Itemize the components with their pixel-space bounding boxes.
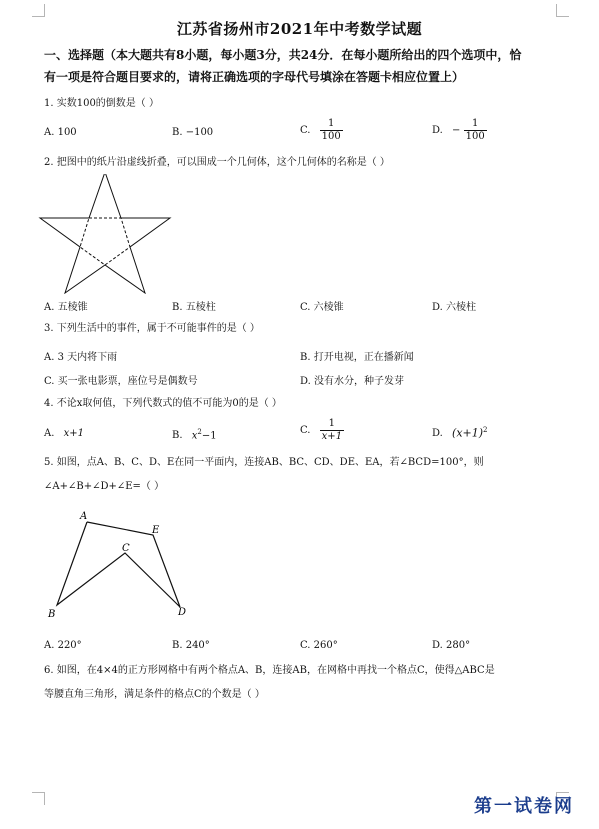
q3-option-a: A. 3 天内将下雨 bbox=[44, 352, 118, 363]
figure-polyline bbox=[57, 522, 180, 607]
q2-option-a: A. 五棱锥 bbox=[44, 302, 88, 313]
q4-option-d: D. $(x+1)^2$ bbox=[432, 426, 488, 440]
crop-mark-top-left bbox=[32, 4, 45, 17]
question-4-text: 4. 不论x取何值，下列代数式的值不可能为0的是（ ） bbox=[44, 398, 282, 409]
section-heading bbox=[44, 44, 564, 88]
q1-option-b: B. −100 bbox=[172, 127, 214, 138]
q5-option-c: C. 260° bbox=[300, 640, 338, 651]
point-b-label: B bbox=[48, 609, 56, 620]
q2-option-c: C. 六棱锥 bbox=[300, 302, 344, 313]
q1-option-a: A. 100 bbox=[44, 127, 77, 138]
q2-option-d: D. 六棱柱 bbox=[432, 302, 477, 313]
question-2-text: 2. 把图中的纸片沿虚线折叠，可以围成一个几何体，这个几何体的名称是（ ） bbox=[44, 157, 390, 168]
question-5-text-line1: 5. 如图，点A、B、C、D、E在同一平面内，连接AB、BC、CD、DE、EA，若∠BCD=100°，则 bbox=[44, 457, 484, 468]
section-heading-line1: 一、选择题（本大题共有8小题，每小题3分，共24分．在每小题所给出的四个选项中，恰 bbox=[44, 48, 522, 62]
q1-option-c: C. $\frac{1}{100}$ bbox=[300, 118, 341, 142]
q4-option-c-fraction: $\frac{1}{x+1}$ bbox=[321, 418, 343, 442]
pentagon-fold-lines bbox=[80, 218, 130, 265]
question-3-text: 3. 下列生活中的事件，属于不可能事件的是（ ） bbox=[44, 323, 260, 334]
star-net-figure bbox=[38, 174, 188, 294]
crop-mark-top-right bbox=[556, 4, 569, 17]
question-5-text-line2: ∠A+∠B+∠D+∠E=（ ） bbox=[44, 481, 165, 492]
q4-option-c: C. $\frac{1}{x+1}$ bbox=[300, 418, 343, 442]
q4-option-a: A. x+1 bbox=[44, 428, 84, 439]
question-6-text-line2: 等腰直角三角形，满足条件的格点C的个数是（ ） bbox=[44, 689, 265, 700]
q2-option-b: B. 五棱柱 bbox=[172, 302, 216, 313]
crop-mark-bottom-left bbox=[32, 792, 45, 805]
question-1-text: 1. 实数100的倒数是（ ） bbox=[44, 98, 159, 109]
q5-option-b: B. 240° bbox=[172, 640, 210, 651]
q3-option-b: B. 打开电视，正在播新闻 bbox=[300, 352, 414, 363]
q1-option-d: D. − $\frac{1}{100}$ bbox=[432, 118, 485, 142]
point-e-label: E bbox=[152, 525, 160, 536]
question-6-text-line1: 6. 如图，在4×4的正方形网格中有两个格点A、B，连接AB，在网格中再找一个格点C，使得△ABC是 bbox=[44, 665, 495, 676]
point-c-label: C bbox=[122, 543, 130, 554]
point-d-label: D bbox=[178, 607, 187, 618]
q1-option-c-fraction: $\frac{1}{100}$ bbox=[321, 118, 341, 142]
q5-option-a: A. 220° bbox=[44, 640, 82, 651]
point-a-label: A bbox=[80, 511, 88, 522]
q4-option-b: B. $x^2-1$ bbox=[172, 428, 217, 442]
site-watermark: 第一试卷网 bbox=[474, 796, 574, 817]
exam-title: 江苏省扬州市2021年中考数学试题 bbox=[176, 20, 423, 38]
q5-option-d: D. 280° bbox=[432, 640, 471, 651]
q3-option-d: D. 没有水分，种子发芽 bbox=[300, 376, 405, 387]
section-heading-line2: 有一项是符合题目要求的，请将正确选项的字母代号填涂在答题卡相应位置上） bbox=[44, 70, 465, 84]
star-outline bbox=[40, 174, 170, 293]
q3-option-c: C. 买一张电影票，座位号是偶数号 bbox=[44, 376, 198, 387]
pentagon-figure bbox=[40, 505, 200, 620]
q1-option-d-fraction: $\frac{1}{100}$ bbox=[465, 118, 485, 142]
